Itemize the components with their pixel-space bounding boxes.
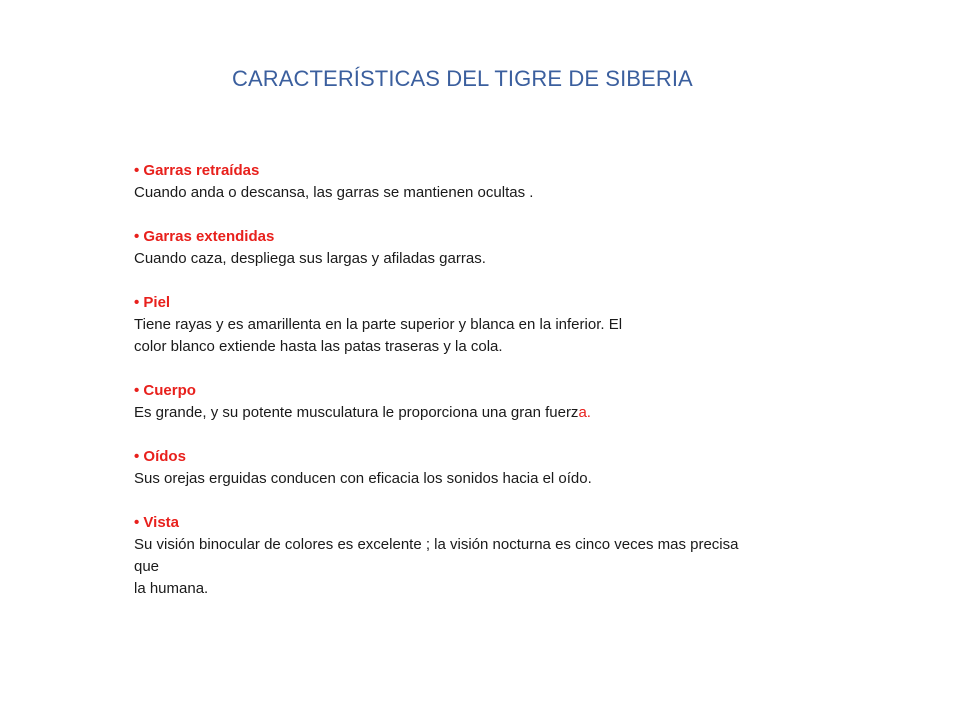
section-text: que xyxy=(134,558,160,575)
section-heading: • Oídos xyxy=(134,448,186,465)
section-text-main: Es grande, y su potente musculatura le proporciona una gran fuerz xyxy=(134,404,579,421)
section-heading: • Piel xyxy=(134,294,171,311)
section-text: Su visión binocular de colores es excelente ; la visión nocturna es cinco veces mas precisa xyxy=(134,536,739,553)
section-vista xyxy=(134,512,834,600)
section-text: Tiene rayas y es amarillenta en la parte superior y blanca en la inferior. El xyxy=(134,316,623,333)
section-text: la humana. xyxy=(134,580,209,597)
section-cuerpo xyxy=(134,380,834,424)
section-text: Cuando anda o descansa, las garras se mantienen ocultas . xyxy=(134,184,534,201)
section-text xyxy=(134,402,834,424)
section-piel xyxy=(134,292,834,358)
section-garras-extendidas xyxy=(134,226,834,270)
section-text: Cuando caza, despliega sus largas y afiladas garras. xyxy=(134,250,486,267)
characteristics-list xyxy=(134,160,834,622)
section-garras-retraidas xyxy=(134,160,834,204)
section-heading: • Cuerpo xyxy=(134,382,196,399)
section-heading: • Garras retraídas xyxy=(134,162,260,179)
section-oidos xyxy=(134,446,834,490)
slide-title: CARACTERÍSTICAS DEL TIGRE DE SIBERIA xyxy=(232,66,693,91)
section-text: Sus orejas erguidas conducen con eficacia los sonidos hacia el oído. xyxy=(134,470,592,487)
section-text: color blanco extiende hasta las patas traseras y la cola. xyxy=(134,338,503,355)
section-heading: • Garras extendidas xyxy=(134,228,275,245)
section-heading: • Vista xyxy=(134,514,179,531)
section-text-accent: a. xyxy=(578,404,591,421)
